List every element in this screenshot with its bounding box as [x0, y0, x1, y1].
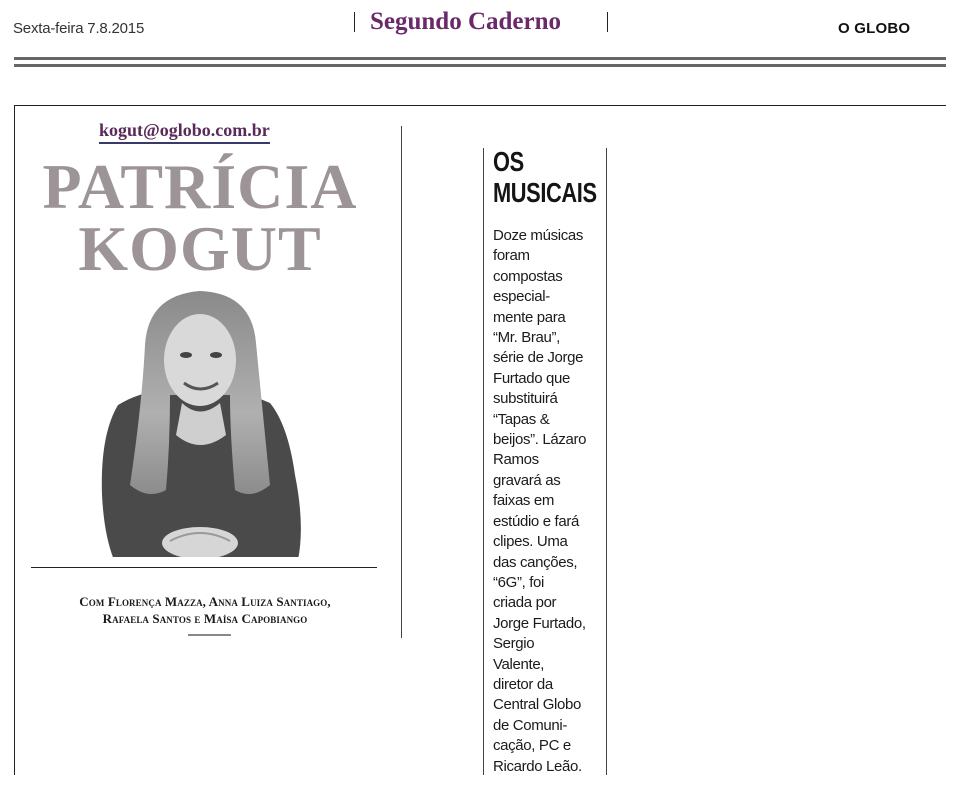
note-body-line: gravará as: [493, 471, 561, 489]
credits-line-2: Rafaela Santos e Maísa Capobiango: [102, 611, 308, 626]
note-body-line: Valente,: [493, 655, 545, 673]
note-body-line: Furtado que: [493, 369, 571, 387]
section-divider-left: [354, 12, 355, 32]
note-body-line: Central Globo: [493, 696, 581, 714]
note-body-line: especial-: [493, 288, 550, 306]
note-heading: [493, 146, 597, 208]
column-frame-left: [14, 105, 15, 775]
columnist-name-last: KOGUT: [78, 213, 322, 284]
note-body-line: mente para: [493, 308, 566, 326]
section-title: Segundo Caderno: [370, 8, 562, 35]
note-body-line: clipes. Uma: [493, 533, 568, 551]
note-body-line: substituirá: [493, 390, 558, 408]
issue-date: Sexta-feira 7.8.2015: [13, 20, 145, 37]
note-body-line: série de Jorge: [493, 349, 584, 367]
note-body-line: Sergio: [493, 635, 535, 653]
note-body-line: criada por: [493, 594, 557, 612]
header-rule-bottom: [14, 64, 946, 67]
note-body-line: Ricardo Leão.: [493, 757, 582, 775]
note-body-line: “Mr. Brau”,: [493, 329, 560, 347]
note-body-line: das canções,: [493, 553, 578, 571]
note-border-right: [606, 148, 607, 775]
note-body-line: “Tapas &: [493, 410, 550, 428]
note-body-line: “6G”, foi: [493, 573, 545, 591]
credits-rule: [188, 634, 231, 636]
note-body-line: Jorge Furtado,: [493, 614, 586, 632]
note-body-line: Doze músicas: [493, 227, 583, 244]
columnist-portrait: [30, 285, 377, 567]
note-body-line: faixas em: [493, 492, 555, 510]
note-body-line: compostas: [493, 267, 563, 285]
section-divider-right: [607, 12, 608, 32]
column-divider: [401, 126, 402, 638]
photo-baseline: [31, 567, 377, 568]
note-heading-line-2: MUSICAIS: [493, 177, 597, 208]
note-body-line: beijos”. Lázaro: [493, 431, 587, 449]
note-body-line: foram: [493, 247, 530, 265]
note-heading-line-1: OS: [493, 146, 524, 177]
note-body: [493, 226, 597, 777]
note-border-left: [483, 148, 484, 775]
note-body-line: diretor da: [493, 675, 553, 693]
column-frame-top: [14, 105, 946, 106]
note-body-line: estúdio e fará: [493, 512, 579, 530]
columnist-email-link[interactable]: kogut@oglobo.com.br: [99, 120, 270, 144]
columnist-name-first: PATRÍCIA: [42, 151, 358, 222]
note-body-line: Ramos: [493, 451, 539, 469]
header-rule-top: [14, 57, 946, 60]
note-body-line: de Comuni-: [493, 716, 568, 734]
credits-line-1: Com Florença Mazza, Anna Luiza Santiago,: [79, 594, 331, 609]
note-body-line: cação, PC e: [493, 737, 571, 755]
newspaper-name: O GLOBO: [838, 20, 911, 37]
